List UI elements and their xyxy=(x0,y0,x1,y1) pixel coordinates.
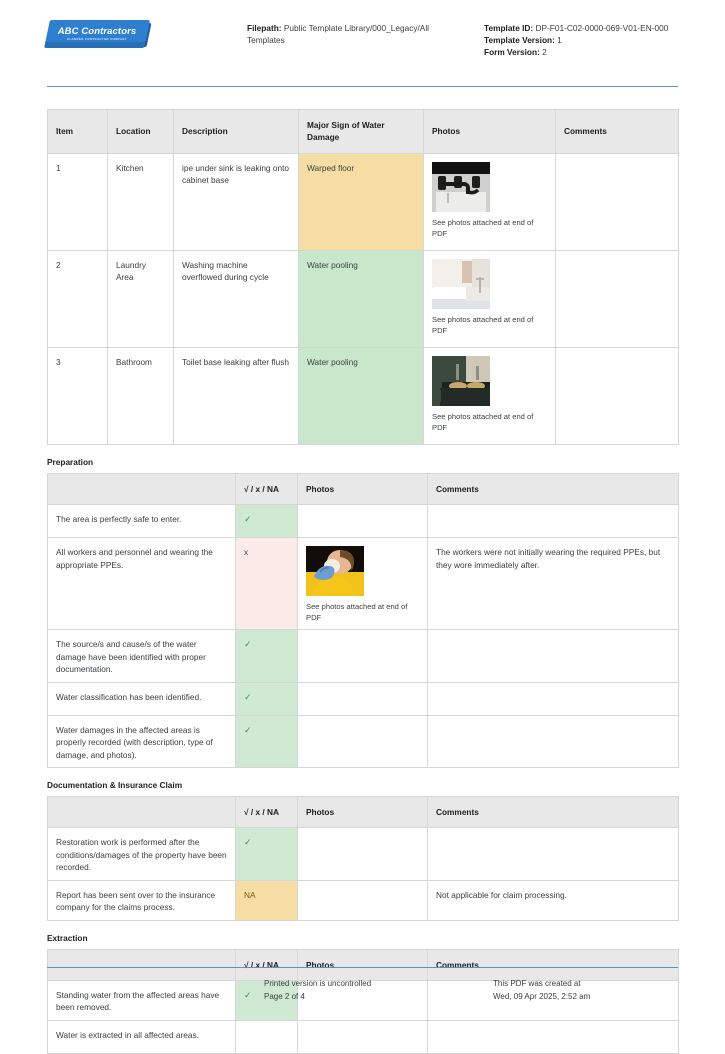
column-header-location: Location xyxy=(108,110,174,154)
cell-comments xyxy=(428,505,679,538)
photo-caption: See photos attached at end of PDF xyxy=(432,217,534,238)
cell-location: Bathroom xyxy=(108,347,174,444)
table-row xyxy=(48,715,679,767)
cell-question: Water classification has been identified. xyxy=(48,682,236,715)
template-id-value: DP-F01-C02-0000-069-V01-EN-000 xyxy=(535,23,669,33)
column-header-description: Description xyxy=(174,110,299,154)
cell-photos xyxy=(298,715,428,767)
table-row xyxy=(48,153,679,250)
footer-page-number: Page 2 of 4 xyxy=(264,992,305,1002)
filepath-label: Filepath: xyxy=(247,23,282,33)
footer-created-timestamp: Wed, 09 Apr 2025, 2:52 am xyxy=(493,992,591,1002)
logo-text xyxy=(47,20,147,48)
cell-comments xyxy=(556,250,679,347)
form-version-row xyxy=(484,46,678,58)
cell-comments: The workers were not initially wearing the required PPEs, but they wore immediately after. xyxy=(428,538,679,630)
laundry-bathtub-photo[interactable] xyxy=(432,259,490,309)
filepath-block xyxy=(247,16,462,46)
cell-question: Water damages in the affected areas is properly recorded (with description, type of damage, and photos). xyxy=(48,715,236,767)
cell-mark[interactable] xyxy=(236,715,298,767)
cell-description: ipe under sink is leaking onto cabinet base xyxy=(174,153,299,250)
cell-major-sign: Water pooling xyxy=(299,250,424,347)
table-header-row xyxy=(48,110,679,154)
cell-mark[interactable] xyxy=(236,828,298,880)
cell-question: Water is extracted in all affected areas. xyxy=(48,1020,236,1053)
section-title-extraction: Extraction xyxy=(47,932,88,943)
form-version-label: Form Version: xyxy=(484,47,540,58)
na-label: NA xyxy=(244,889,256,900)
column-header-major-sign: Major Sign of Water Damage xyxy=(299,110,424,154)
cell-comments xyxy=(428,715,679,767)
column-header-photos: Photos xyxy=(424,110,556,154)
table-row xyxy=(48,538,679,630)
table-row xyxy=(48,250,679,347)
cell-photos xyxy=(298,630,428,682)
cell-mark[interactable] xyxy=(236,630,298,682)
cell-comments xyxy=(556,347,679,444)
cell-location: Laundry Area xyxy=(108,250,174,347)
logo-container xyxy=(47,16,247,48)
cell-mark[interactable] xyxy=(236,880,298,920)
column-header-question xyxy=(48,796,236,827)
check-icon: ✓ xyxy=(244,837,252,848)
table-row xyxy=(48,1020,679,1053)
column-header-question xyxy=(48,473,236,504)
column-header-mark: √ / x / NA xyxy=(236,473,298,504)
footer-right-block xyxy=(479,978,678,1004)
footer-printed-note: Printed version is uncontrolled xyxy=(264,979,372,989)
template-version-label: Template Version: xyxy=(484,35,555,46)
photo-caption: See photos attached at end of PDF xyxy=(432,411,534,432)
table-row xyxy=(48,505,679,538)
cell-photos xyxy=(424,347,556,444)
cell-mark[interactable] xyxy=(236,1020,298,1053)
page-header xyxy=(47,0,678,74)
cell-photos xyxy=(298,505,428,538)
footer-created-label: This PDF was created at xyxy=(493,979,581,989)
table-row xyxy=(48,347,679,444)
section-title-preparation: Preparation xyxy=(47,456,94,467)
table-row xyxy=(48,880,679,920)
form-version-value: 2 xyxy=(542,47,547,58)
cell-item: 3 xyxy=(48,347,108,444)
template-id-label: Template ID: xyxy=(484,23,534,33)
template-version-row xyxy=(484,34,678,46)
cell-photos xyxy=(298,1020,428,1053)
cell-comments xyxy=(428,828,679,880)
column-header-comments: Comments xyxy=(428,949,679,980)
cell-item: 2 xyxy=(48,250,108,347)
column-header-mark: √ / x / NA xyxy=(236,949,298,980)
table-row xyxy=(48,828,679,880)
check-icon: ✓ xyxy=(244,514,252,525)
cell-question: The source/s and cause/s of the water damage have been identified with proper documentation. xyxy=(48,630,236,682)
cell-photos xyxy=(424,250,556,347)
column-header-mark: √ / x / NA xyxy=(236,796,298,827)
company-logo xyxy=(47,20,147,48)
cell-photos xyxy=(424,153,556,250)
ppe-worker-photo[interactable] xyxy=(306,546,364,596)
logo-subtitle: CLAMPED CONTRACTOR COMPANY xyxy=(66,37,128,42)
template-id-row xyxy=(484,22,678,34)
cell-mark[interactable] xyxy=(236,538,298,630)
cell-description: Washing machine overflowed during cycle xyxy=(174,250,299,347)
cell-photos xyxy=(298,538,428,630)
logo-title: ABC Contractors xyxy=(57,25,137,37)
cell-question: All workers and personnel and wearing the appropriate PPEs. xyxy=(48,538,236,630)
column-header-photos: Photos xyxy=(298,949,428,980)
header-divider xyxy=(47,86,678,87)
cell-major-sign: Water pooling xyxy=(299,347,424,444)
column-header-photos: Photos xyxy=(298,796,428,827)
check-icon: ✓ xyxy=(244,990,252,1000)
cell-question: Standing water from the affected areas have been removed. xyxy=(48,981,236,1021)
cell-comments xyxy=(556,153,679,250)
cell-mark[interactable] xyxy=(236,682,298,715)
check-icon: ✓ xyxy=(244,691,252,702)
documentation-checklist-table xyxy=(47,796,679,921)
table-header-row xyxy=(48,473,679,504)
x-icon: x xyxy=(244,547,249,558)
cell-comments: Not applicable for claim processing. xyxy=(428,880,679,920)
column-header-comments: Comments xyxy=(556,110,679,154)
cell-question: Report has been sent over to the insurance company for the claims process. xyxy=(48,880,236,920)
table-header-row xyxy=(48,796,679,827)
cell-major-sign: Warped floor xyxy=(299,153,424,250)
preparation-checklist-table xyxy=(47,473,679,768)
cell-photos xyxy=(298,880,428,920)
cell-item: 1 xyxy=(48,153,108,250)
table-row xyxy=(48,630,679,682)
column-header-photos: Photos xyxy=(298,473,428,504)
page-footer xyxy=(47,967,678,1004)
footer-divider xyxy=(47,967,678,968)
table-row xyxy=(48,682,679,715)
cell-location: Kitchen xyxy=(108,153,174,250)
cell-question: The area is perfectly safe to enter. xyxy=(48,505,236,538)
photo-caption: See photos attached at end of PDF xyxy=(432,314,534,335)
template-version-value: 1 xyxy=(557,35,562,46)
check-icon: ✓ xyxy=(244,639,252,650)
column-header-comments: Comments xyxy=(428,473,679,504)
bathroom-sink-photo[interactable] xyxy=(432,356,490,406)
kitchen-faucet-photo[interactable] xyxy=(432,162,490,212)
photo-caption: See photos attached at end of PDF xyxy=(306,602,408,623)
cell-description: Toilet base leaking after flush xyxy=(174,347,299,444)
cell-question: Restoration work is performed after the conditions/damages of the property have been recorded. xyxy=(48,828,236,880)
cell-comments xyxy=(428,682,679,715)
column-header-comments: Comments xyxy=(428,796,679,827)
cell-photos xyxy=(298,828,428,880)
cell-comments xyxy=(428,630,679,682)
check-icon: ✓ xyxy=(244,724,252,735)
water-damage-inspection-table xyxy=(47,109,679,445)
column-header-item: Item xyxy=(48,110,108,154)
section-title-documentation: Documentation & Insurance Claim xyxy=(47,779,183,790)
template-meta-block xyxy=(462,16,678,58)
cell-mark[interactable] xyxy=(236,505,298,538)
cell-comments xyxy=(428,1020,679,1053)
footer-left-block xyxy=(47,978,479,1004)
cell-photos xyxy=(298,682,428,715)
filepath-value: Public Template Library/000_Legacy/All Templates xyxy=(247,23,430,46)
